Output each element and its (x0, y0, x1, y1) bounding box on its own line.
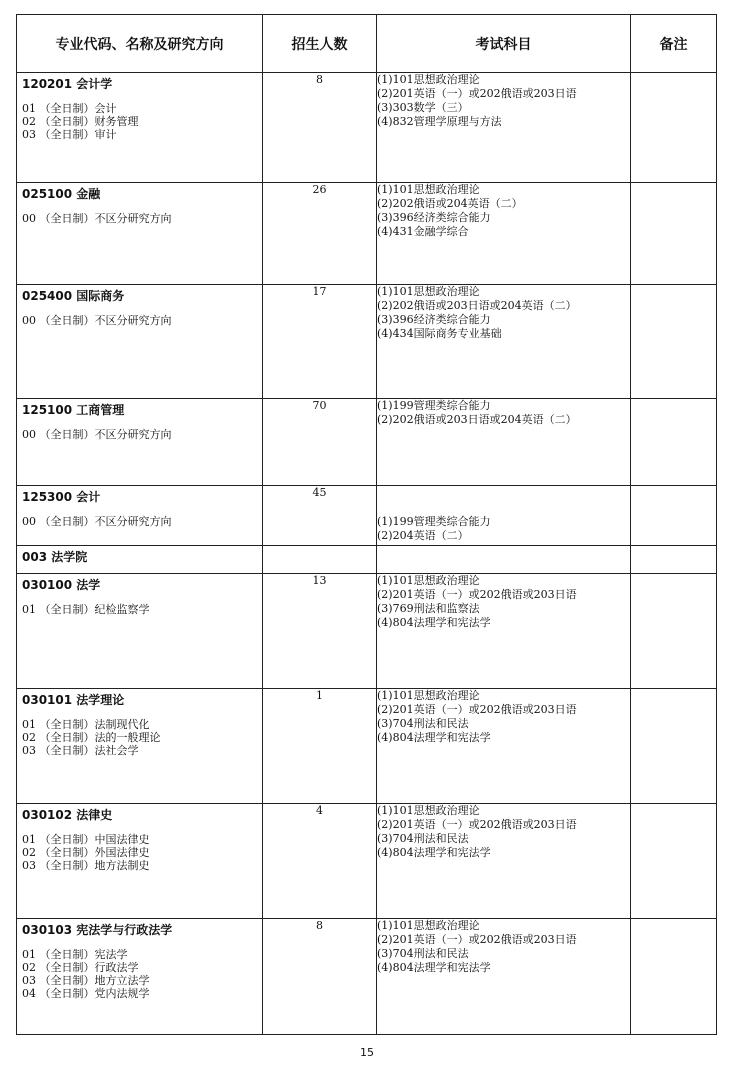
exam-subject: (1)199管理类综合能力 (377, 399, 491, 412)
enrollment-count (263, 546, 377, 574)
exam-subjects (377, 689, 631, 804)
notes-cell (631, 689, 717, 804)
research-direction: 02 （全日制）财务管理 (22, 115, 139, 128)
exam-subject: (2)201英语（一）或202俄语或203日语 (377, 818, 577, 831)
research-direction: 01 （全日制）法制现代化 (22, 718, 150, 731)
major-code-name: 030103 宪法学与行政法学 (22, 923, 173, 937)
major-cell (17, 919, 263, 1035)
exam-subject: (4)832管理学原理与方法 (377, 115, 502, 128)
major-cell (17, 183, 263, 285)
research-direction: 02 （全日制）行政法学 (22, 961, 139, 974)
exam-subject: (1)101思想政治理论 (377, 183, 480, 196)
table-row (17, 183, 717, 285)
research-direction: 00 （全日制）不区分研究方向 (22, 515, 172, 528)
table-row (17, 689, 717, 804)
exam-subjects (377, 546, 631, 574)
research-direction: 02 （全日制）法的一般理论 (22, 731, 161, 744)
notes-cell (631, 73, 717, 183)
table-header-row (17, 15, 717, 73)
enrollment-count: 1 (263, 689, 377, 804)
major-code-name: 025400 国际商务 (22, 289, 125, 303)
page-number: 15 (360, 1046, 374, 1059)
table-row (17, 804, 717, 919)
table-body (17, 73, 717, 1035)
exam-subject: (2)201英语（一）或202俄语或203日语 (377, 933, 577, 946)
exam-subject: (1)101思想政治理论 (377, 73, 480, 86)
enrollment-count: 8 (263, 919, 377, 1035)
exam-subject: (2)202俄语或204英语（二） (377, 197, 523, 210)
table-row (17, 546, 717, 574)
header-count: 招生人数 (263, 15, 377, 73)
notes-cell (631, 546, 717, 574)
table-row (17, 285, 717, 399)
table-row (17, 574, 717, 689)
major-code-name: 125300 会计 (22, 490, 101, 504)
notes-cell (631, 919, 717, 1035)
major-cell (17, 689, 263, 804)
exam-subject: (2)204英语（二） (377, 529, 469, 542)
enrollment-count: 26 (263, 183, 377, 285)
notes-cell (631, 574, 717, 689)
notes-cell (631, 183, 717, 285)
exam-subject: (4)434国际商务专业基础 (377, 327, 502, 340)
research-direction: 01 （全日制）会计 (22, 102, 117, 115)
major-cell (17, 574, 263, 689)
exam-subjects (377, 574, 631, 689)
research-directions (17, 823, 262, 872)
research-direction: 03 （全日制）地方立法学 (22, 974, 150, 987)
exam-subjects (377, 183, 631, 285)
exam-subject: (1)101思想政治理论 (377, 689, 480, 702)
research-direction: 00 （全日制）不区分研究方向 (22, 314, 172, 327)
major-cell (17, 546, 263, 574)
research-directions (17, 505, 262, 528)
major-code-name: 030102 法律史 (22, 808, 113, 822)
exam-subject: (3)396经济类综合能力 (377, 313, 491, 326)
exam-subject: (4)804法理学和宪法学 (377, 616, 491, 629)
research-directions (17, 708, 262, 757)
exam-subject: (3)303数学（三） (377, 101, 469, 114)
exam-subject: (1)101思想政治理论 (377, 919, 480, 932)
exam-subject: (1)101思想政治理论 (377, 804, 480, 817)
research-direction: 01 （全日制）中国法律史 (22, 833, 150, 846)
enrollment-count: 13 (263, 574, 377, 689)
research-directions (17, 202, 262, 225)
research-directions (17, 593, 262, 616)
exam-subjects (377, 919, 631, 1035)
exam-subject: (4)804法理学和宪法学 (377, 846, 491, 859)
research-direction: 04 （全日制）党内法规学 (22, 987, 150, 1000)
exam-subject: (2)201英语（一）或202俄语或203日语 (377, 703, 577, 716)
exam-subject: (3)396经济类综合能力 (377, 211, 491, 224)
exam-subject: (3)704刑法和民法 (377, 717, 469, 730)
exam-subject: (3)704刑法和民法 (377, 947, 469, 960)
exam-subjects (377, 399, 631, 486)
enrollment-count: 8 (263, 73, 377, 183)
exam-subject: (4)804法理学和宪法学 (377, 961, 491, 974)
research-directions (17, 938, 262, 1000)
enrollment-count: 70 (263, 399, 377, 486)
enrollment-count: 17 (263, 285, 377, 399)
research-direction: 00 （全日制）不区分研究方向 (22, 212, 172, 225)
table-row (17, 486, 717, 546)
major-code-name: 030101 法学理论 (22, 693, 125, 707)
notes-cell (631, 804, 717, 919)
exam-subject: (1)199管理类综合能力 (377, 515, 491, 528)
exam-subjects (377, 73, 631, 183)
research-direction: 02 （全日制）外国法律史 (22, 846, 150, 859)
research-direction: 03 （全日制）审计 (22, 128, 117, 141)
major-cell (17, 804, 263, 919)
exam-subject: (3)704刑法和民法 (377, 832, 469, 845)
research-direction: 01 （全日制）宪法学 (22, 948, 128, 961)
major-cell (17, 486, 263, 546)
major-code-name: 025100 金融 (22, 187, 101, 201)
header-notes: 备注 (631, 15, 717, 73)
research-direction: 03 （全日制）地方法制史 (22, 859, 150, 872)
table-row (17, 919, 717, 1035)
notes-cell (631, 486, 717, 546)
exam-subject: (2)202俄语或203日语或204英语（二） (377, 299, 577, 312)
research-direction: 00 （全日制）不区分研究方向 (22, 428, 172, 441)
table-row (17, 399, 717, 486)
research-directions (17, 418, 262, 441)
exam-subject: (1)101思想政治理论 (377, 285, 480, 298)
research-directions (17, 92, 262, 141)
exam-subject: (2)201英语（一）或202俄语或203日语 (377, 87, 577, 100)
header-subjects: 考试科目 (377, 15, 631, 73)
exam-subjects (377, 285, 631, 399)
admissions-table (16, 14, 717, 1035)
exam-subject: (4)804法理学和宪法学 (377, 731, 491, 744)
enrollment-count: 4 (263, 804, 377, 919)
exam-subjects (377, 486, 631, 546)
exam-subject: (4)431金融学综合 (377, 225, 469, 238)
major-cell (17, 73, 263, 183)
header-major: 专业代码、名称及研究方向 (17, 15, 263, 73)
major-code-name: 120201 会计学 (22, 77, 113, 91)
major-code-name: 003 法学院 (22, 550, 88, 564)
exam-subject: (3)769刑法和监察法 (377, 602, 480, 615)
research-direction: 01 （全日制）纪检监察学 (22, 603, 150, 616)
notes-cell (631, 285, 717, 399)
enrollment-count: 45 (263, 486, 377, 546)
table-row (17, 73, 717, 183)
major-code-name: 030100 法学 (22, 578, 101, 592)
exam-subjects (377, 804, 631, 919)
exam-subject: (1)101思想政治理论 (377, 574, 480, 587)
major-cell (17, 399, 263, 486)
exam-subject: (2)202俄语或203日语或204英语（二） (377, 413, 577, 426)
major-code-name: 125100 工商管理 (22, 403, 125, 417)
notes-cell (631, 399, 717, 486)
research-direction: 03 （全日制）法社会学 (22, 744, 139, 757)
exam-subject: (2)201英语（一）或202俄语或203日语 (377, 588, 577, 601)
research-directions (17, 304, 262, 327)
major-cell (17, 285, 263, 399)
